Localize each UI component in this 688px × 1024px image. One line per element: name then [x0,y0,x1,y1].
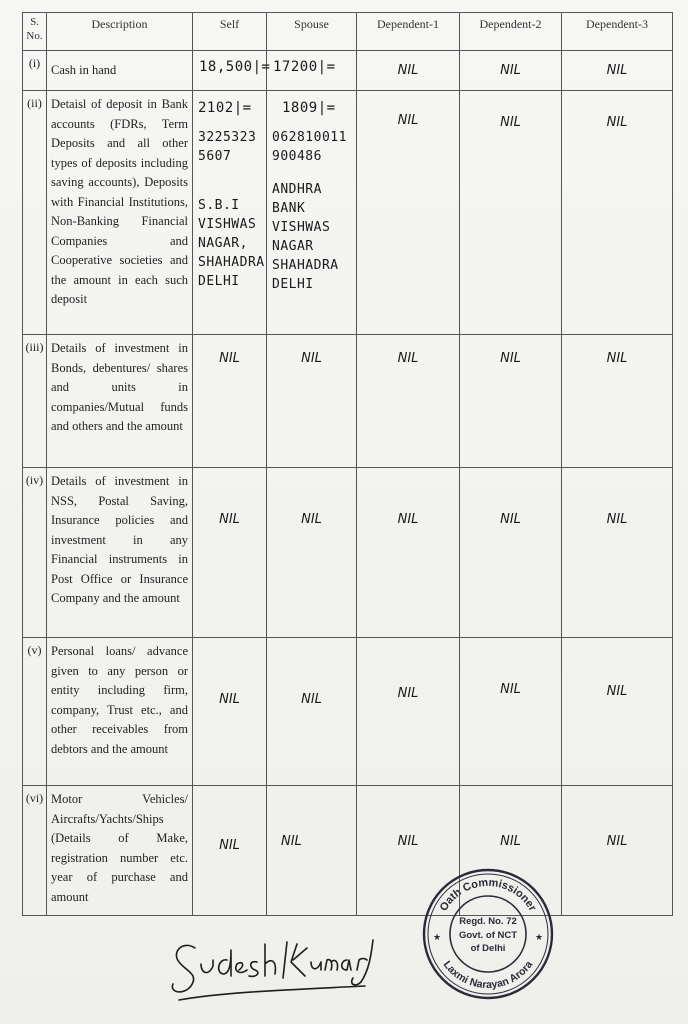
cell-spouse: NIL [267,468,357,638]
signature [165,930,375,1005]
cell-self: NIL [193,468,267,638]
header-sno: S. No. [23,13,47,51]
cell-spouse [267,91,357,335]
row-description: Cash in hand [47,51,193,91]
table-row [23,638,673,786]
row-description: Motor Vehicles/ Aircrafts/Yachts/Ships (Details of Make, registration number etc. year of purchase and amount [47,786,193,916]
stamp-bottom-text: Laxmi Narayan Arora [440,958,536,992]
cell-dependent-3: NIL [562,468,673,638]
cell-self: 18,500|= [193,51,267,91]
spouse-account-number: 062810011 900486 [272,130,347,164]
cell-dependent-3: NIL [562,51,673,91]
self-deposit-amount: 2102|= [198,100,252,116]
cell-dependent-2: NIL [460,91,562,335]
cell-dependent-3: NIL [562,91,673,335]
row-description: Details of investment in Bonds, debentures/ shares and units in companies/Mutual funds and others and the amount [47,335,193,468]
stamp-top-text: Oath Commissioner [437,876,539,914]
header-dependent-2: Dependent-2 [460,13,562,51]
header-description: Description [47,13,193,51]
cell-dependent-2: NIL [460,786,562,916]
stamp-star-right: ★ [534,932,544,942]
cell-dependent-2: NIL [460,638,562,786]
row-sno: (ii) [23,91,47,335]
assets-table [22,12,673,916]
cell-dependent-1: NIL [357,51,460,91]
cell-dependent-3: NIL [562,638,673,786]
row-sno: (vi) [23,786,47,916]
header-spouse: Spouse [267,13,357,51]
table-row [23,786,673,916]
signature-strokes [172,940,373,1000]
spouse-bank-branch: ANDHRA BANK VISHWAS NAGAR SHAHADRA DELHI [272,182,339,292]
cell-self: NIL [193,638,267,786]
stamp-ink [424,870,552,998]
row-sno: (iii) [23,335,47,468]
stamp-line-2: Govt. of NCT [458,930,518,941]
cell-self: NIL [193,335,267,468]
row-sno: (iv) [23,468,47,638]
row-description: Personal loans/ advance given to any person or entity including firm, company, Trust etc., and other receivables from debtors and the amount [47,638,193,786]
row-sno: (i) [23,51,47,91]
cell-spouse: NIL [267,786,357,916]
cell-self: NIL [193,786,267,916]
table-row [23,335,673,468]
cell-spouse: NIL [267,638,357,786]
self-account-number: 3225323 5607 [198,130,257,164]
header-self: Self [193,13,267,51]
table-row [23,91,673,335]
header-dependent-1: Dependent-1 [357,13,460,51]
table-row [23,468,673,638]
table-row [23,51,673,91]
cell-dependent-1: NIL [357,786,460,916]
spouse-deposit-amount: 1809|= [282,100,336,116]
cell-dependent-1: NIL [357,91,460,335]
cell-dependent-3: NIL [562,335,673,468]
row-description: Detaisl of deposit in Bank accounts (FDRs, Term Deposits and all other types of deposits including saving accounts), Deposits with Financial Institutions, Non-Banking Financial Companies and Cooperative societies and the amount in each such deposit [47,91,193,335]
cell-dependent-1: NIL [357,335,460,468]
oath-commissioner-stamp [420,866,556,1002]
stamp-line-1: Regd. No. 72 [459,916,517,927]
cell-dependent-1: NIL [357,638,460,786]
cell-dependent-2: NIL [460,468,562,638]
cell-spouse: NIL [267,335,357,468]
cell-spouse: 17200|= [267,51,357,91]
stamp-line-3: of Delhi [470,943,506,954]
header-row [23,13,673,51]
header-dependent-3: Dependent-3 [562,13,673,51]
self-bank-branch: S.B.I VISHWAS NAGAR, SHAHADRA DELHI [198,198,265,289]
cell-dependent-1: NIL [357,468,460,638]
cell-self [193,91,267,335]
row-description: Details of investment in NSS, Postal Saving, Insurance policies and investment in any Financial instruments in Post Office or Insurance Company and the amount [47,468,193,638]
cell-dependent-3: NIL [562,786,673,916]
row-sno: (v) [23,638,47,786]
cell-dependent-2: NIL [460,335,562,468]
stamp-star-left: ★ [432,932,442,942]
cell-dependent-2: NIL [460,51,562,91]
